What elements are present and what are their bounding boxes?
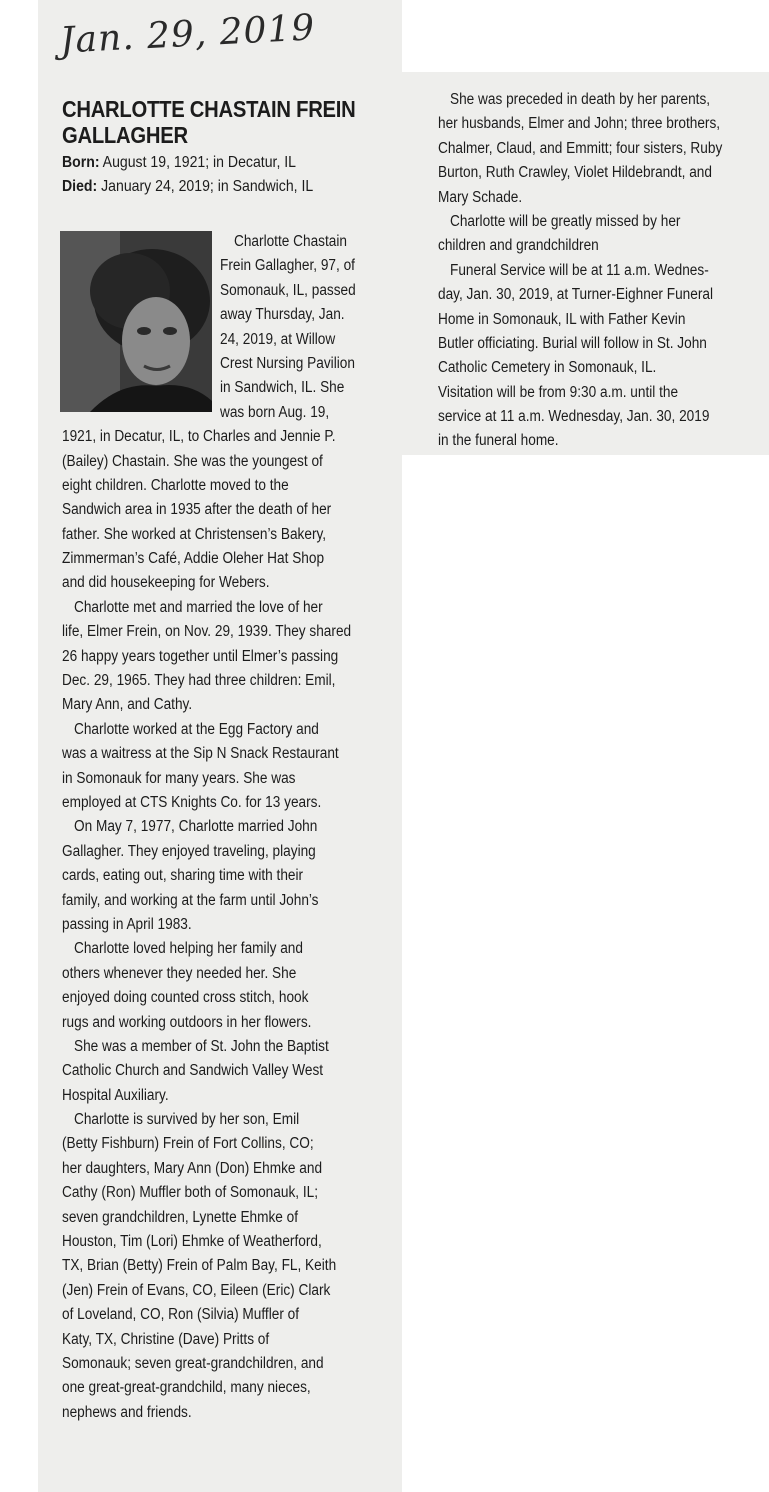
text-line: Charlotte will be greatly missed by her — [449, 212, 681, 230]
text-line: Frein Gallagher, 97, of — [219, 257, 355, 275]
text-line: 26 happy years together until Elmer’s passing — [62, 647, 339, 665]
text-line: day, Jan. 30, 2019, at Turner-Eighner Funeral — [438, 286, 713, 304]
text-line: in the funeral home. — [438, 432, 559, 450]
born-value: August 19, 1921; in Decatur, IL — [99, 154, 297, 171]
born-line — [62, 152, 296, 174]
text-line: one great-great-grandchild, many nieces, — [62, 1379, 311, 1397]
text-line: in Somonauk for many years. She was — [62, 769, 296, 787]
obituary-left-column — [62, 230, 356, 1425]
text-line: enjoyed doing counted cross stitch, hook — [62, 989, 309, 1007]
obituary-headline — [62, 96, 356, 148]
text-line: children and grandchildren — [438, 237, 599, 255]
text-line: Zimmerman’s Café, Addie Oleher Hat Shop — [62, 550, 325, 568]
text-line: Cathy (Ron) Muffler both of Somonauk, IL; — [62, 1184, 319, 1202]
text-line: Charlotte loved helping her family and — [73, 940, 303, 958]
text-line: father. She worked at Christensen’s Bakery, — [62, 525, 327, 543]
text-line: (Bailey) Chastain. She was the youngest of — [62, 452, 323, 470]
text-line: of Loveland, CO, Ron (Silvia) Muffler of — [62, 1306, 300, 1324]
text-line: rugs and working outdoors in her flowers. — [62, 1013, 312, 1031]
died-value: January 24, 2019; in Sandwich, IL — [97, 178, 314, 195]
handwritten-date: Jan. 29, 2019 — [59, 7, 317, 62]
text-line: family, and working at the farm until John’s — [62, 891, 319, 909]
text-line: Funeral Service will be at 11 a.m. Wednes- — [449, 261, 709, 279]
text-line: in Sandwich, IL. She — [219, 379, 345, 397]
text-line: Katy, TX, Christine (Dave) Pritts of — [62, 1330, 270, 1348]
died-label: Died: — [62, 178, 98, 195]
text-line: was born Aug. 19, — [219, 403, 330, 421]
text-line: Burton, Ruth Crawley, Violet Hildebrandt, and — [438, 164, 712, 182]
text-line: 24, 2019, at Willow — [219, 330, 336, 348]
died-line — [62, 176, 313, 198]
text-line: TX, Brian (Betty) Frein of Palm Bay, FL, Keith — [62, 1257, 337, 1275]
text-line: eight children. Charlotte moved to the — [62, 476, 289, 494]
text-line: Butler officiating. Burial will follow in St. John — [438, 334, 707, 352]
text-line: Charlotte worked at the Egg Factory and — [73, 720, 319, 738]
text-line: away Thursday, Jan. — [219, 306, 345, 324]
text-line: and did housekeeping for Webers. — [62, 574, 270, 592]
text-line: Catholic Church and Sandwich Valley West — [62, 1062, 324, 1080]
text-line: Mary Schade. — [438, 188, 523, 206]
text-line: On May 7, 1977, Charlotte married John — [73, 818, 318, 836]
text-line: Crest Nursing Pavilion — [219, 354, 355, 372]
text-line: Dec. 29, 1965. They had three children: Emil, — [62, 672, 336, 690]
text-line: cards, eating out, sharing time with their — [62, 867, 304, 885]
headline-line-1: CHARLOTTE CHASTAIN FREIN — [62, 96, 356, 122]
text-line: Visitation will be from 9:30 a.m. until the — [438, 383, 679, 401]
text-line: (Jen) Frein of Evans, CO, Eileen (Eric) Clark — [62, 1281, 331, 1299]
text-line: passing in April 1983. — [62, 915, 192, 933]
text-line: Sandwich area in 1935 after the death of her — [62, 501, 332, 519]
text-line: 1921, in Decatur, IL, to Charles and Jennie P. — [62, 428, 336, 446]
text-line: seven grandchildren, Lynette Ehmke of — [62, 1208, 299, 1226]
text-line: Houston, Tim (Lori) Ehmke of Weatherford, — [62, 1233, 322, 1251]
text-line: was a waitress at the Sip N Snack Restaurant — [62, 745, 339, 763]
obituary-right-column — [438, 88, 722, 454]
text-line: Charlotte met and married the love of her — [73, 598, 323, 616]
text-line: She was a member of St. John the Baptist — [73, 1037, 329, 1055]
headline-line-2: GALLAGHER — [62, 122, 188, 148]
text-line: others whenever they needed her. She — [62, 964, 297, 982]
text-line: her daughters, Mary Ann (Don) Ehmke and — [62, 1159, 323, 1177]
text-line: nephews and friends. — [62, 1403, 192, 1421]
text-line: Charlotte is survived by her son, Emil — [73, 1111, 300, 1129]
text-line: (Betty Fishburn) Frein of Fort Collins, CO; — [62, 1135, 314, 1153]
text-line: Somonauk; seven great-grandchildren, and — [62, 1354, 324, 1372]
text-line: employed at CTS Knights Co. for 13 years. — [62, 793, 322, 811]
born-label: Born: — [62, 154, 100, 171]
text-line: Gallagher. They enjoyed traveling, playing — [62, 842, 316, 860]
text-line: She was preceded in death by her parents, — [449, 91, 711, 108]
text-line: Home in Somonauk, IL with Father Kevin — [438, 310, 686, 328]
text-line: Somonauk, IL, passed — [219, 281, 356, 299]
text-line: service at 11 a.m. Wednesday, Jan. 30, 2019 — [438, 408, 710, 426]
text-line: Chalmer, Claud, and Emmitt; four sisters, Ruby — [438, 139, 723, 157]
text-line: Catholic Cemetery in Somonauk, IL. — [438, 359, 657, 377]
text-line: Mary Ann, and Cathy. — [62, 696, 193, 714]
text-line: life, Elmer Frein, on Nov. 29, 1939. They shared — [62, 623, 352, 641]
text-line: her husbands, Elmer and John; three brothers, — [438, 115, 721, 133]
text-line: Charlotte Chastain — [233, 233, 347, 250]
text-line: Hospital Auxiliary. — [62, 1086, 169, 1104]
